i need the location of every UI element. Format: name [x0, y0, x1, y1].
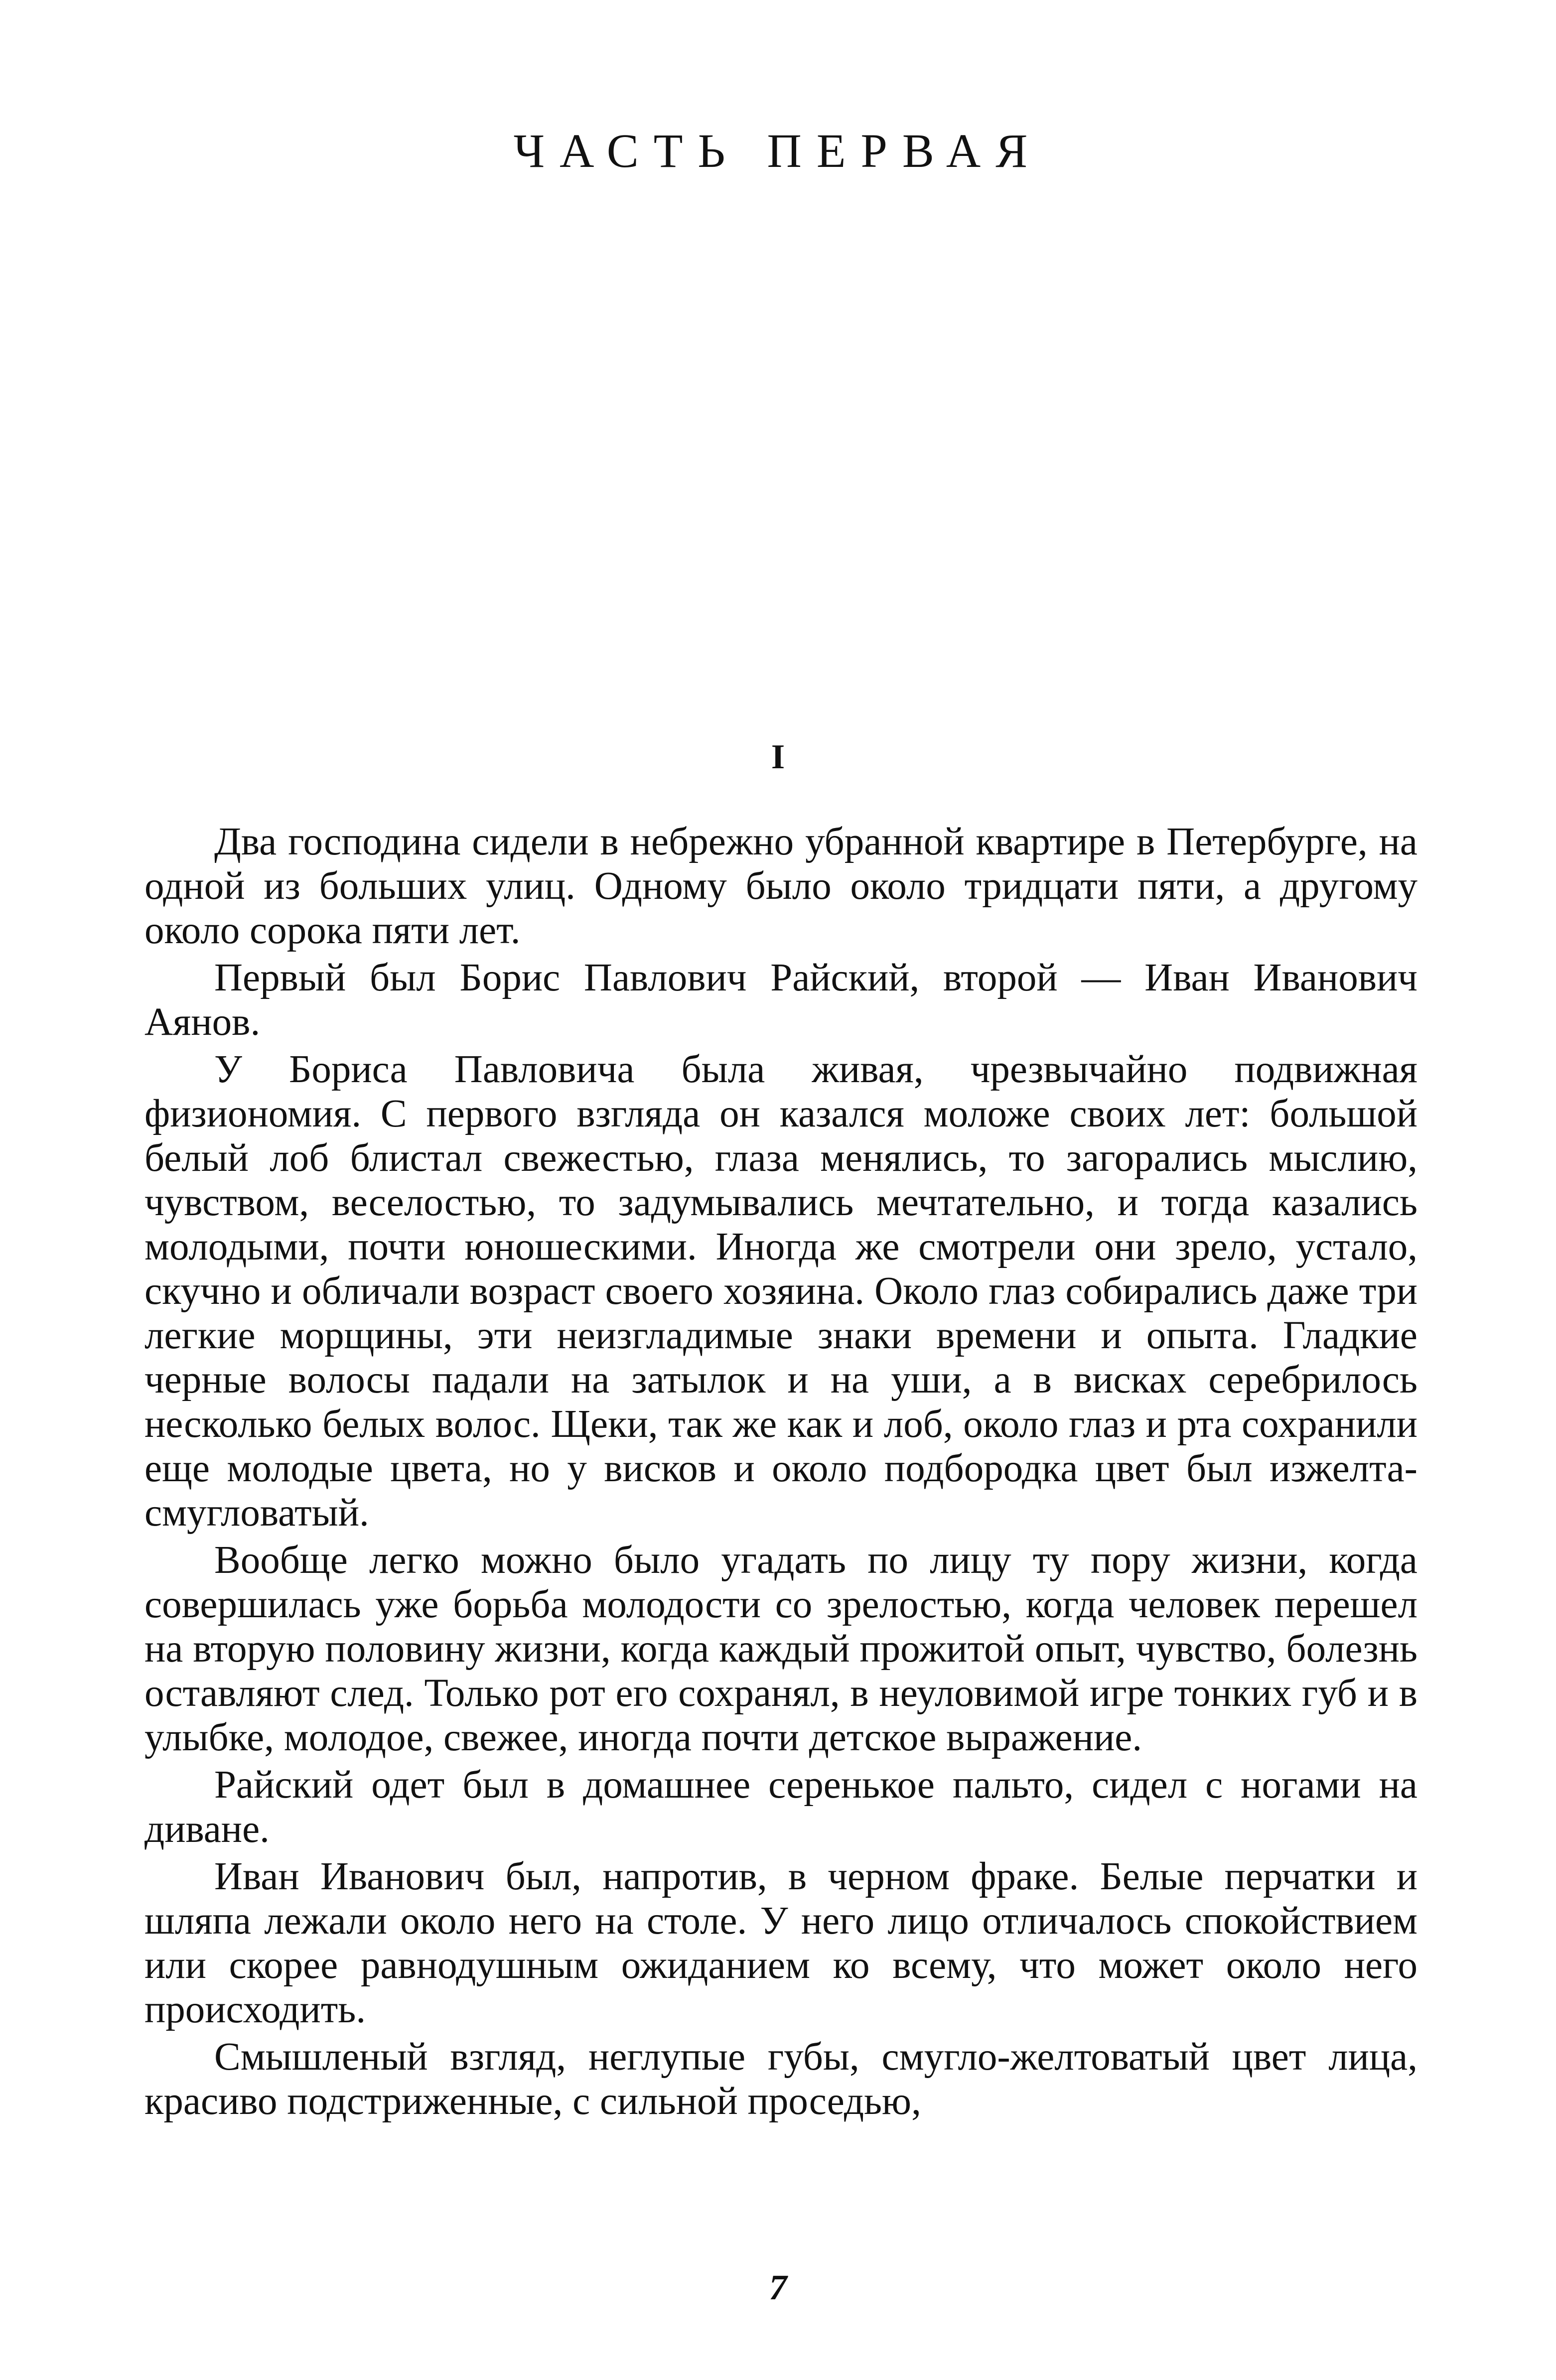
paragraph: У Бориса Павловича была живая, чрезвычайно подвижная физиономия. С первого взгляда он казался моложе своих лет: большой белый лоб блистал свежестью, глаза менялись, то загорались мыслию, чувством, веселостью, то задумывались мечтательно, и тогда казались молодыми, почти юношескими. Иногда же смотрели они зрело, устало, скучно и обличали возраст своего хозяина. Около глаз собирались даже три легкие морщины, эти неизгладимые знаки времени и опыта. Гладкие черные волосы падали на затылок и на уши, а в висках серебрилось несколько белых волос. Щеки, так же как и лоб, около глаз и рта сохранили еще молодые цвета, но у висков и около подбородка цвет был изжелта-смугловатый. [144, 1048, 1417, 1535]
chapter-number: I [771, 738, 785, 776]
paragraph: Два господина сидели в небрежно убранной квартире в Петербурге, на одной из больших улиц. Одному было около тридцати пяти, а другому около сорока пяти лет. [144, 820, 1417, 952]
paragraph: Райский одет был в домашнее серенькое пальто, сидел с ногами на диване. [144, 1763, 1417, 1851]
paragraph: Первый был Борис Павлович Райский, второй — Иван Иванович Аянов. [144, 956, 1417, 1044]
part-title: ЧАСТЬ ПЕРВАЯ [513, 124, 1043, 177]
chapter-text [144, 820, 1417, 2126]
page-number: 7 [769, 2267, 787, 2307]
paragraph: Смышленый взгляд, неглупые губы, смугло-желтоватый цвет лица, красиво подстриженные, с сильной проседью, [144, 2035, 1417, 2123]
paragraph: Иван Иванович был, напротив, в черном фраке. Белые перчатки и шляпа лежали около него на столе. У него лицо отличалось спокойствием или скорее равнодушным ожиданием ко всему, что может около него происходить. [144, 1855, 1417, 2031]
paragraph: Вообще легко можно было угадать по лицу ту пору жизни, когда совершилась уже борьба молодости со зрелостью, когда человек перешел на вторую половину жизни, когда каждый прожитой опыт, чувство, болезнь оставляют след. Только рот его сохранял, в неуловимой игре тонких губ и в улыбке, молодое, свежее, иногда почти детское выражение. [144, 1539, 1417, 1759]
